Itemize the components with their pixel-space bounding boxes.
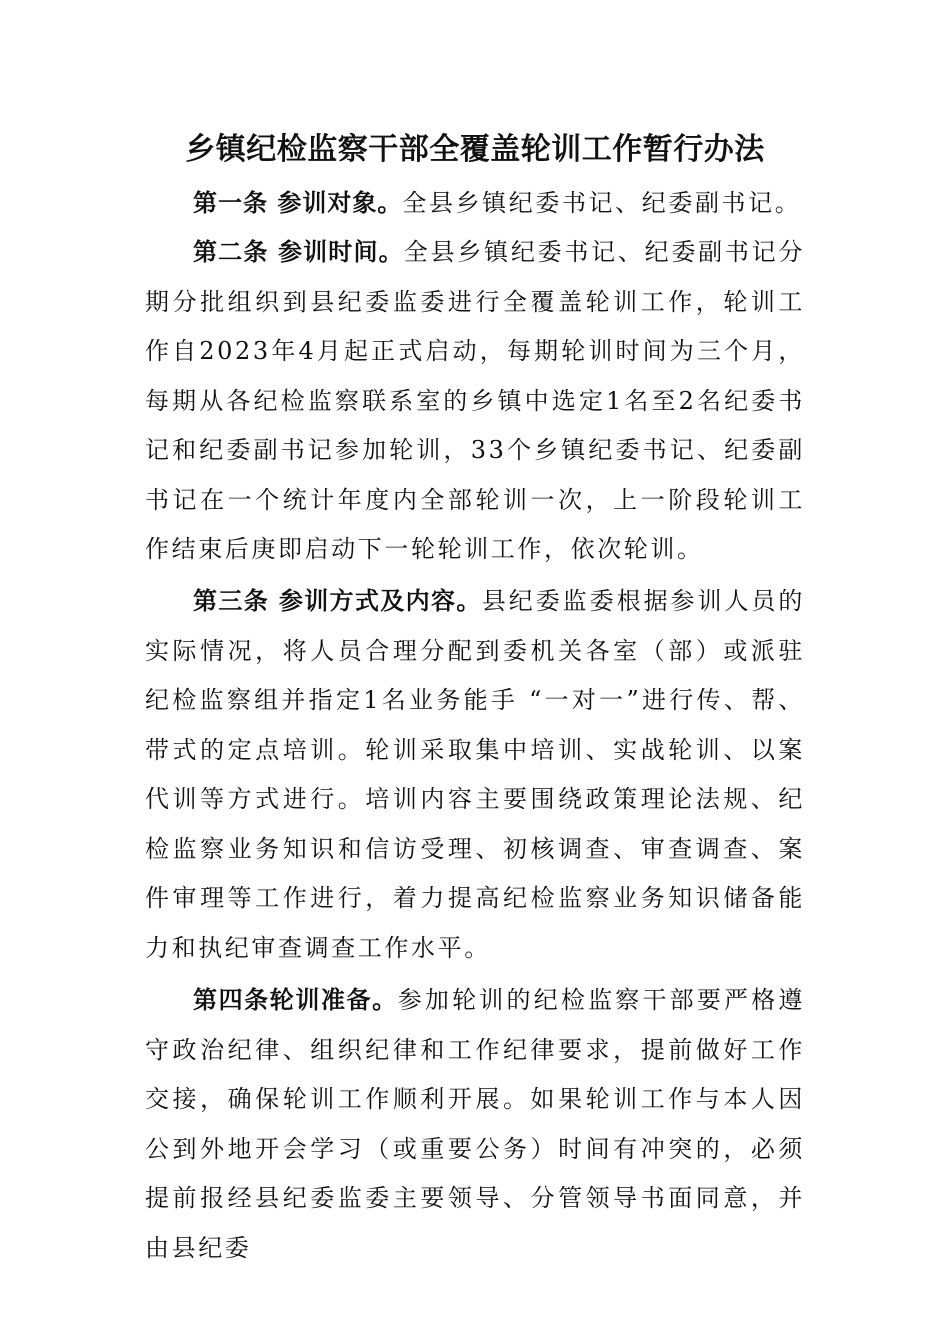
article-4-body: 参加轮训的纪检监察干部要严格遵守政治纪律、组织纪律和工作纪律要求，提前做好工作交接，确保轮训工作顺利开展。如果轮训工作与本人因公到外地开会学习（或重要公务）时间有冲突的，必须提前报经县纪委监委主要领导、分管领导书面同意，并由县纪委 <box>145 986 806 1262</box>
article-3-heading: 第三条 参训方式及内容。 <box>193 586 482 615</box>
article-2-body: 全县乡镇纪委书记、纪委副书记分期分批组织到县纪委监委进行全覆盖轮训工作，轮训工作自2023年4月起正式启动，每期轮训时间为三个月，每期从各纪检监察联系室的乡镇中选定1名至2名纪委书记和纪委副书记参加轮训，33个乡镇纪委书记、纪委副书记在一个统计年度内全部轮训一次，上一阶段轮训工作结束后庚即启动下一轮轮训工作，依次轮训。 <box>145 238 805 563</box>
article-1-heading: 第一条 参训对象。 <box>193 188 403 217</box>
article-4-heading: 第四条轮训准备。 <box>193 985 398 1014</box>
article-3-body: 县纪委监委根据参训人员的实际情况，将人员合理分配到委机关各室（部）或派驻纪检监察组并指定1名业务能手 “一对一”进行传、帮、带式的定点培训。轮训采取集中培训、实战轮训、以案代训等方式进行。培训内容主要围绕政策理论法规、纪检监察业务知识和信访受理、初核调查、审查调查、案件审理等工作进行，着力提高纪检监察业务知识储备能力和执纪审查调查工作水平。 <box>145 587 806 962</box>
article-2 <box>145 227 805 575</box>
document-title: 乡镇纪检监察干部全覆盖轮训工作暂行办法 <box>185 132 765 167</box>
article-4 <box>145 975 805 1273</box>
article-1-body: 全县乡镇纪委书记、纪委副书记。 <box>402 189 802 217</box>
article-2-heading: 第二条 参训时间。 <box>193 237 404 266</box>
article-1 <box>145 178 805 229</box>
article-3 <box>145 576 805 973</box>
